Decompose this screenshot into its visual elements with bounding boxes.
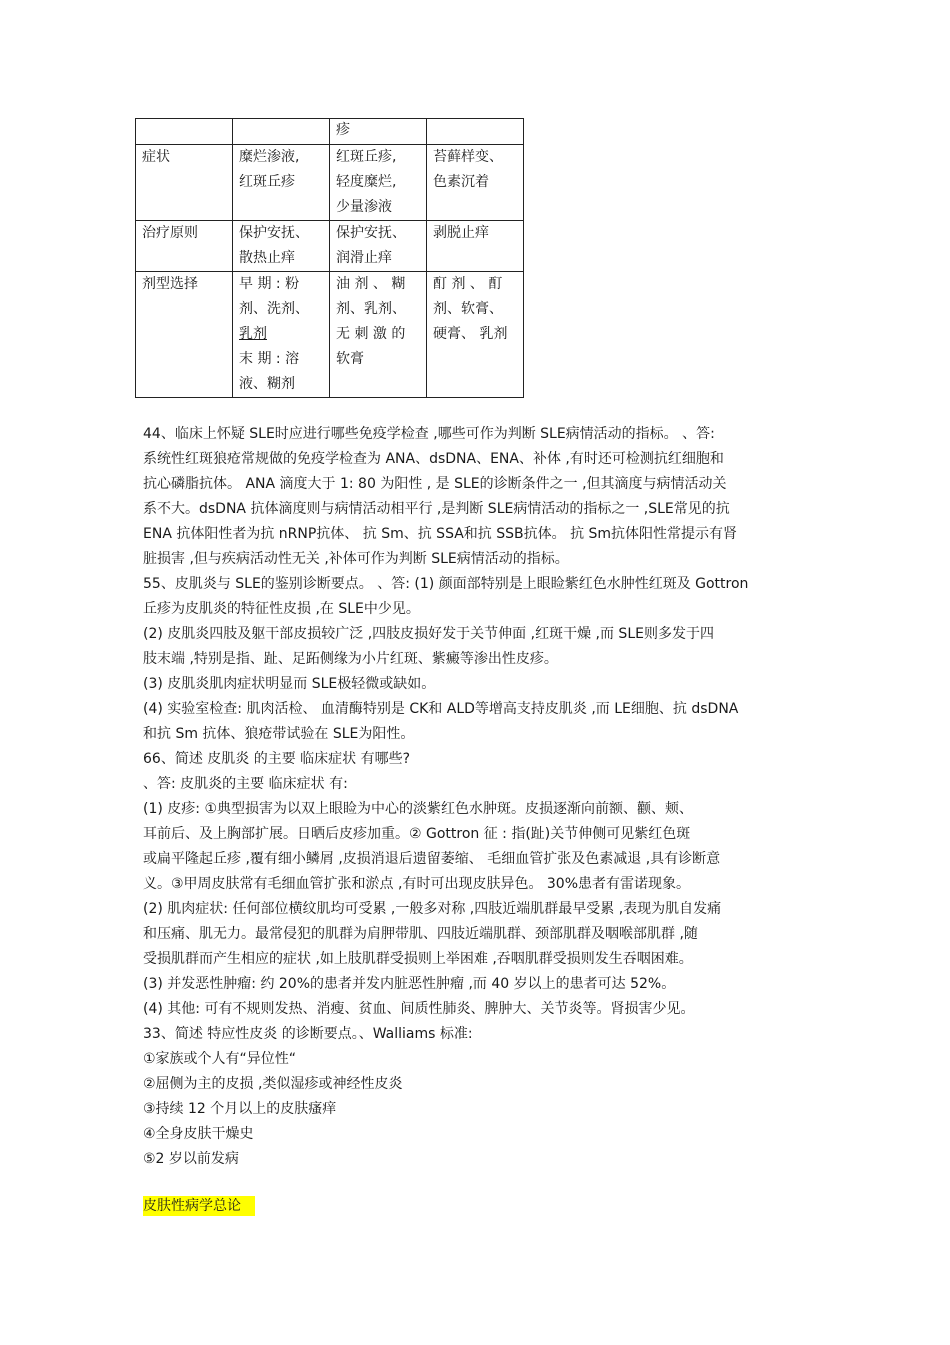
table-cell bbox=[330, 221, 427, 272]
cell-text: 轻度糜烂, bbox=[336, 174, 397, 190]
text-line: 抗心磷脂抗体。 ANA 滴度大于 1: 80 为阳性 , 是 SLE的诊断条件之一 ,但其滴度与病情活动关 bbox=[143, 476, 727, 492]
row-label: 治疗原则 bbox=[142, 225, 198, 241]
cell-text: 润滑止痒 bbox=[336, 250, 392, 266]
table-cell bbox=[427, 119, 524, 145]
cell-text: 糜烂渗液, bbox=[239, 149, 300, 165]
text-line: 或扁平隆起丘疹 ,覆有细小鳞屑 ,皮损消退后遗留萎缩、 毛细血管扩张及色素减退 ,具有诊断意 bbox=[143, 851, 721, 867]
row-label: 剂型选择 bbox=[142, 276, 198, 292]
table-cell bbox=[427, 272, 524, 398]
text-line: (2) 肌肉症状: 任何部位横纹肌均可受累 ,一般多对称 ,四肢近端肌群最早受累 ,表现为肌自发痛 bbox=[143, 901, 722, 917]
table-cell bbox=[233, 119, 330, 145]
section-title: 皮肤性病学总论 bbox=[143, 1196, 255, 1216]
cell-text: 保护安抚、 bbox=[336, 225, 406, 241]
table-cell bbox=[330, 145, 427, 221]
text-line: 系统性红斑狼疮常规做的免疫学检查为 ANA、dsDNA、ENA、补体 ,有时还可检测抗红细胞和 bbox=[143, 451, 724, 467]
table-cell bbox=[136, 145, 233, 221]
cell-text: 保护安抚、 bbox=[239, 225, 309, 241]
table-cell bbox=[233, 272, 330, 398]
text-line: 和抗 Sm 抗体、狼疮带试验在 SLE为阳性。 bbox=[143, 726, 415, 742]
cell-text: 剂、乳剂、 bbox=[336, 301, 406, 317]
table-row bbox=[136, 145, 524, 221]
table-row bbox=[136, 221, 524, 272]
text-line: ④全身皮肤干燥史 bbox=[143, 1126, 254, 1142]
cell-text: 散热止痒 bbox=[239, 250, 295, 266]
text-line: ②屈侧为主的皮损 ,类似湿疹或神经性皮炎 bbox=[143, 1076, 403, 1092]
table-cell bbox=[427, 221, 524, 272]
text-line: 、答: 皮肌炎的主要 临床症状 有: bbox=[143, 776, 348, 792]
text-line: 丘疹为皮肌炎的特征性皮损 ,在 SLE中少见。 bbox=[143, 601, 420, 617]
text-line: 义。③甲周皮肤常有毛细血管扩张和淤点 ,有时可出现皮肤异色。 30%患者有雷诺现象。 bbox=[143, 876, 691, 892]
text-line: 55、皮肌炎与 SLE的鉴别诊断要点。 、答: (1) 颜面部特别是上眼睑紫红色水肿性红斑及 Gottron bbox=[143, 576, 749, 592]
text-line: (3) 皮肌炎肌肉症状明显而 SLE极轻微或缺如。 bbox=[143, 676, 436, 692]
text-line: ③持续 12 个月以上的皮肤瘙痒 bbox=[143, 1101, 337, 1117]
text-line: ENA 抗体阳性者为抗 nRNP抗体、 抗 Sm、抗 SSA和抗 SSB抗体。 抗 Sm抗体阳性常提示有肾 bbox=[143, 526, 738, 542]
text-line: 33、简述 特应性皮炎 的诊断要点。、Walliams 标准: bbox=[143, 1026, 473, 1042]
text-line: (4) 其他: 可有不规则发热、消瘦、贫血、间质性肺炎、脾肿大、关节炎等。肾损害少见。 bbox=[143, 1001, 695, 1017]
section-heading bbox=[143, 1195, 255, 1217]
text-line: (4) 实验室检查: 肌肉活检、 血清酶特别是 CK和 ALD等增高支持皮肌炎 ,而 LE细胞、抗 dsDNA bbox=[143, 701, 739, 717]
cell-text: 剥脱止痒 bbox=[433, 225, 489, 241]
text-line: 66、简述 皮肌炎 的主要 临床症状 有哪些? bbox=[143, 751, 411, 767]
row-label: 症状 bbox=[142, 149, 170, 165]
table-cell bbox=[233, 221, 330, 272]
cell-text: 液、糊剂 bbox=[239, 376, 295, 392]
cell-text: 剂、洗剂、 bbox=[239, 301, 309, 317]
table-cell bbox=[136, 221, 233, 272]
text-line: 和压痛、肌无力。最常侵犯的肌群为肩胛带肌、四肢近端肌群、颈部肌群及咽喉部肌群 ,随 bbox=[143, 926, 698, 942]
cell-text: 少量渗液 bbox=[336, 199, 392, 215]
text-line: (1) 皮疹: ①典型损害为以双上眼睑为中心的淡紫红色水肿斑。皮损逐渐向前额、颧、颊、 bbox=[143, 801, 693, 817]
text-line: (3) 并发恶性肿瘤: 约 20%的患者并发内脏恶性肿瘤 ,而 40 岁以上的患者可达 52%。 bbox=[143, 976, 676, 992]
table-row bbox=[136, 119, 524, 145]
cell-text: 末 期 : 溶 bbox=[239, 351, 300, 367]
table-cell bbox=[233, 145, 330, 221]
comparison-table bbox=[135, 118, 524, 398]
text-line: 44、临床上怀疑 SLE时应进行哪些免疫学检查 ,哪些可作为判断 SLE病情活动的指标。 、答: bbox=[143, 426, 715, 442]
text-line: ①家族或个人有“异位性“ bbox=[143, 1051, 297, 1067]
text-line: 脏损害 ,但与疾病活动性无关 ,补体可作为判断 SLE病情活动的指标。 bbox=[143, 551, 569, 567]
cell-text: 硬膏、 乳剂 bbox=[433, 326, 508, 342]
table-cell bbox=[330, 272, 427, 398]
text-line: (2) 皮肌炎四肢及躯干部皮损较广泛 ,四肢皮损好发于关节伸面 ,红斑干燥 ,而 SLE则多发于四 bbox=[143, 626, 714, 642]
table-cell bbox=[136, 119, 233, 145]
text-line: 肢末端 ,特别是指、趾、足跖侧缘为小片红斑、紫癜等渗出性皮疹。 bbox=[143, 651, 558, 667]
cell-text: 油 剂 、 糊 bbox=[336, 276, 406, 292]
text-line: 耳前后、及上胸部扩展。日晒后皮疹加重。② Gottron 征 : 指(趾)关节伸侧可见紫红色斑 bbox=[143, 826, 691, 842]
cell-text: 软膏 bbox=[336, 351, 364, 367]
cell-text: 酊 剂 、 酊 bbox=[433, 276, 503, 292]
text-line: 受损肌群而产生相应的症状 ,如上肢肌群受损则上举困难 ,吞咽肌群受损则发生吞咽困难。 bbox=[143, 951, 693, 967]
cell-text: 红斑丘疹 bbox=[239, 174, 295, 190]
table-cell bbox=[136, 272, 233, 398]
table-row bbox=[136, 272, 524, 398]
cell-text: 早 期 : 粉 bbox=[239, 276, 300, 292]
cell-text: 剂、软膏、 bbox=[433, 301, 503, 317]
text-line: 系不大。dsDNA 抗体滴度则与病情活动相平行 ,是判断 SLE病情活动的指标之一 ,SLE常见的抗 bbox=[143, 501, 730, 517]
table-cell bbox=[330, 119, 427, 145]
document-body bbox=[143, 422, 823, 1172]
cell-text: 疹 bbox=[336, 122, 350, 138]
cell-text: 苔藓样变、 bbox=[433, 149, 503, 165]
cell-text: 无 刺 激 的 bbox=[336, 326, 406, 342]
cell-text: 色素沉着 bbox=[433, 174, 489, 190]
text-line: ⑤2 岁以前发病 bbox=[143, 1151, 239, 1167]
table-cell bbox=[427, 145, 524, 221]
cell-text: 红斑丘疹, bbox=[336, 149, 397, 165]
cell-text: 乳剂 bbox=[239, 326, 267, 342]
